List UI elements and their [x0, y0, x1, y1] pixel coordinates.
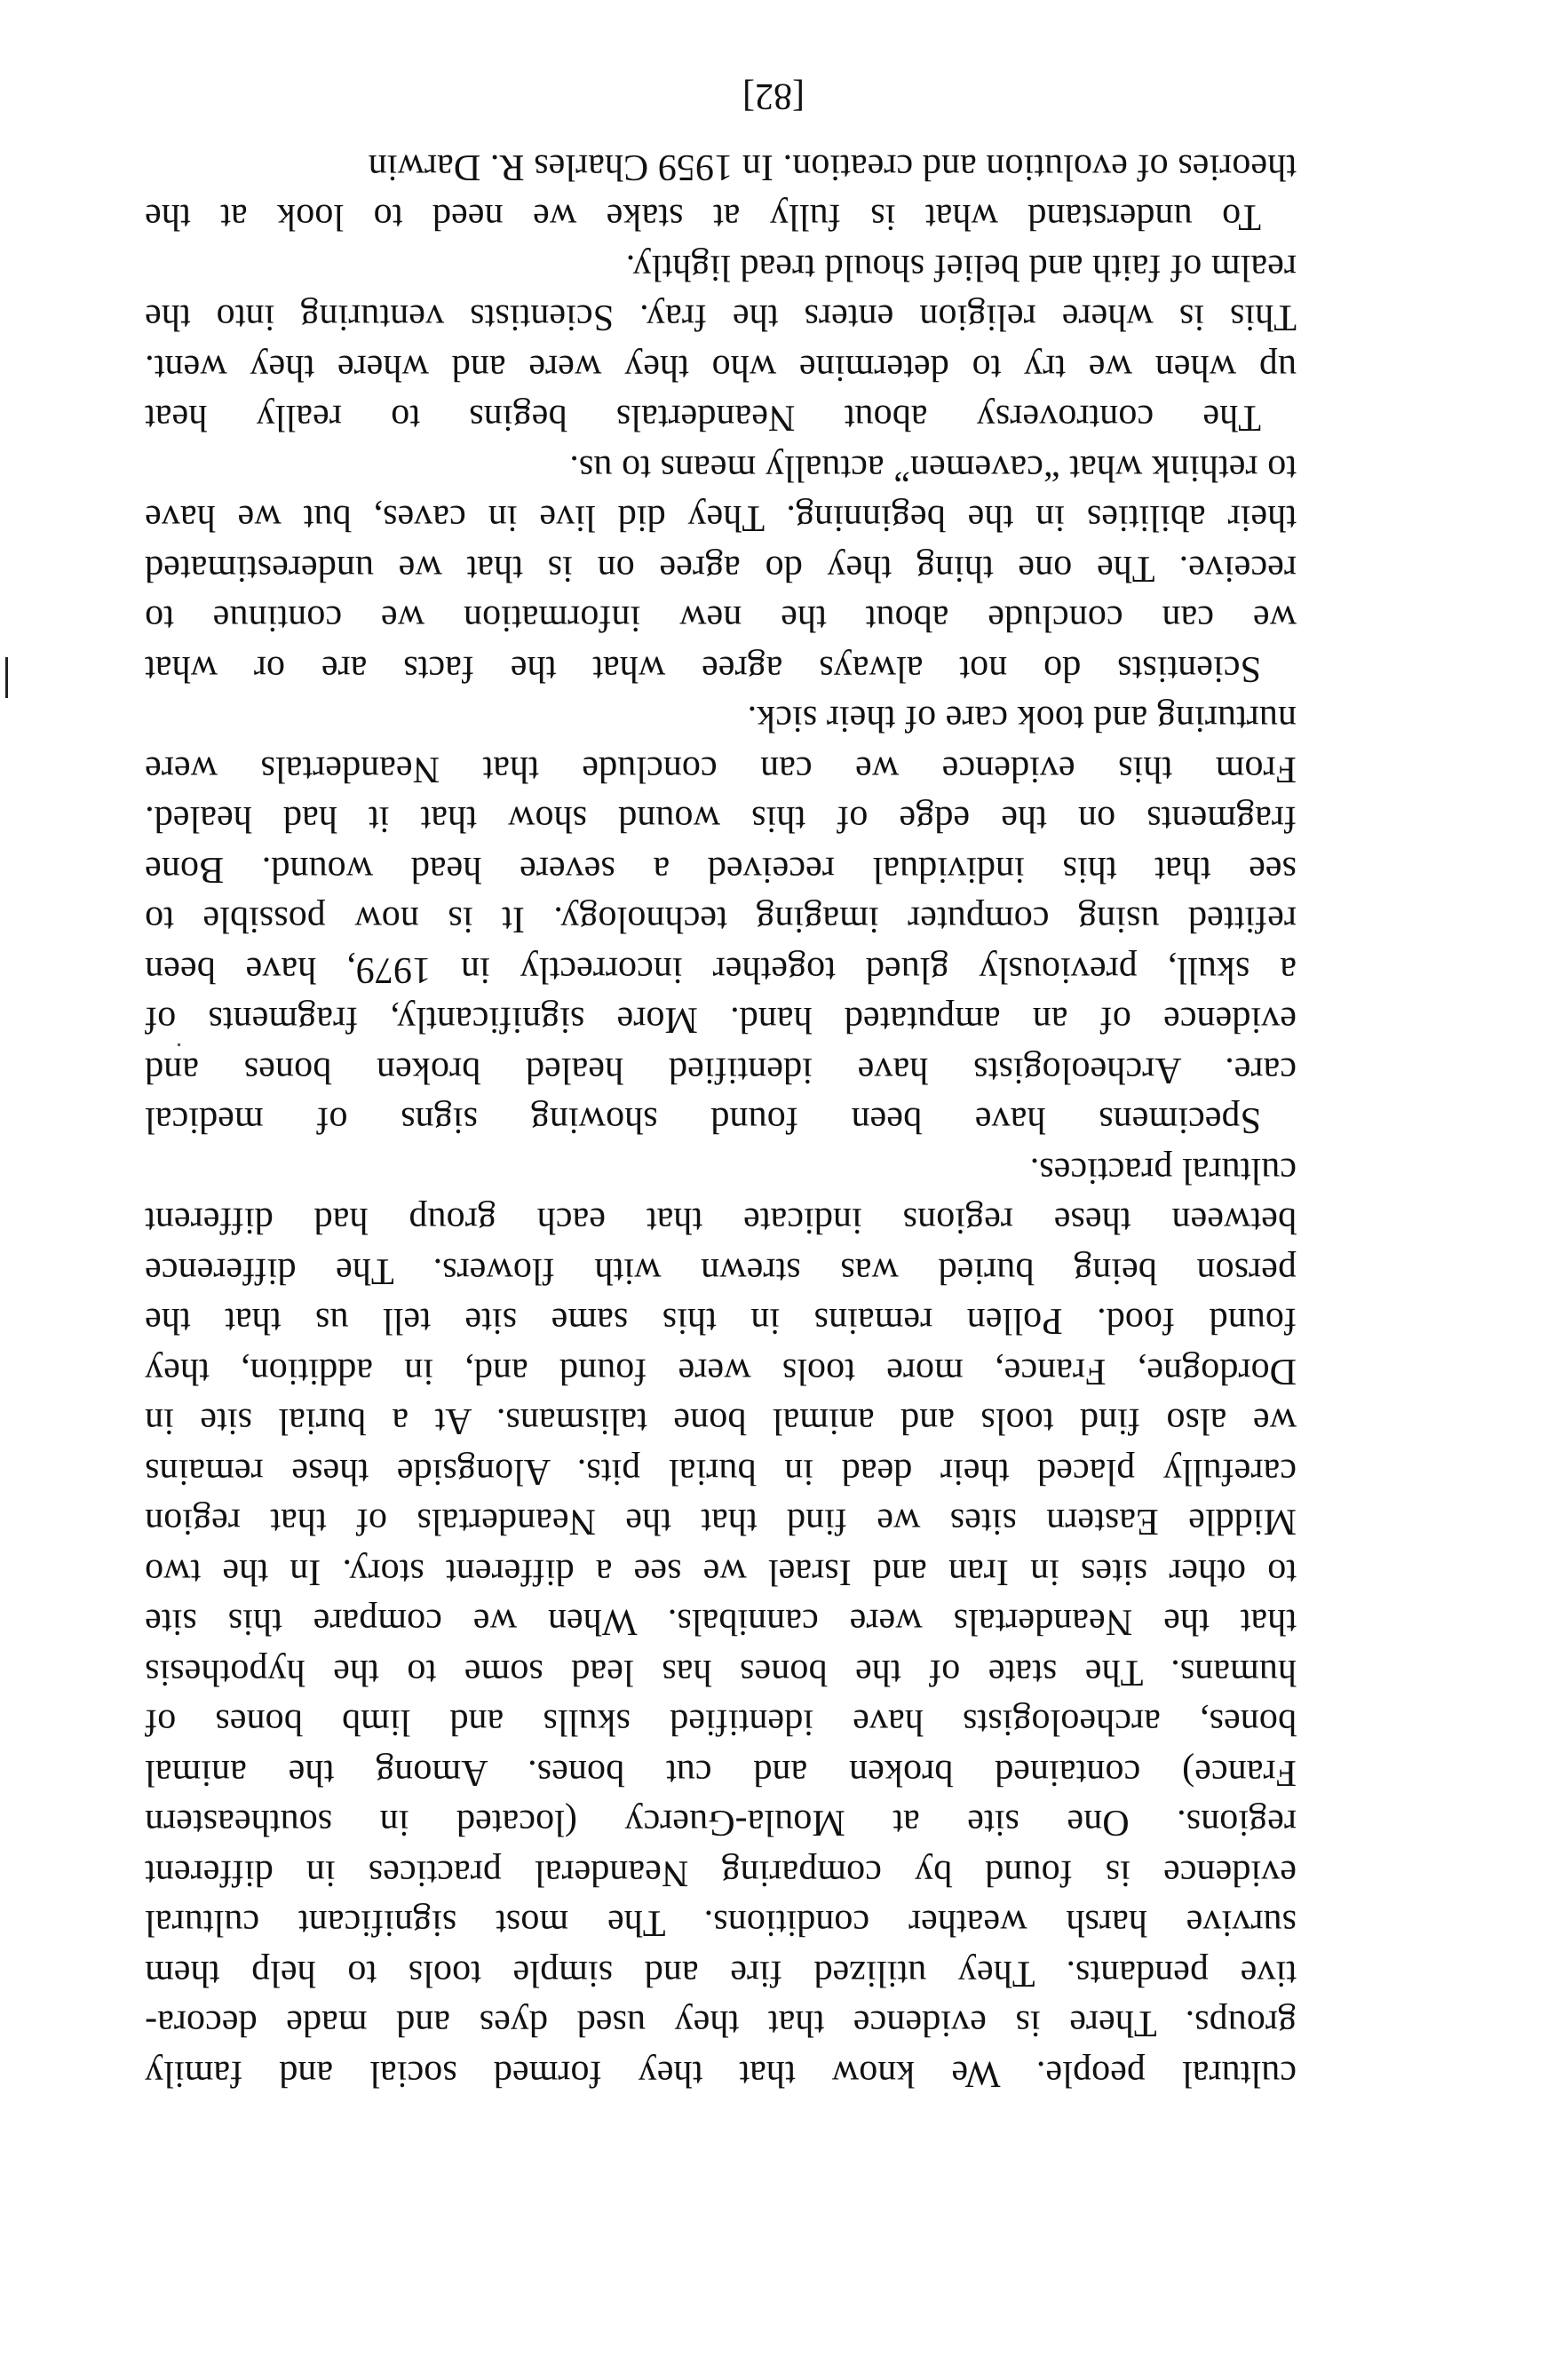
- text-line: realm of faith and belief should tread lightly.: [625, 247, 1297, 288]
- text-line: that the Neandertals were cannibals. When we compare this site: [145, 1601, 1297, 1643]
- text-line: The controversy about Neandertals begins to really heat: [145, 397, 1261, 439]
- text-line: evidence of an amputated hand. More significantly, fragments of: [145, 999, 1297, 1041]
- text-line: groups. There is evidence that they used dyes and made decora-: [145, 2003, 1297, 2044]
- text-line: evidence is found by comparing Neanderal practices in different: [145, 1852, 1297, 1893]
- text-line: Dordogne, France, more tools were found and, in addition, they: [145, 1351, 1297, 1392]
- text-line: we can conclude about the new information we continue to: [145, 598, 1297, 639]
- text-line: nurturing and took care of their sick.: [747, 698, 1297, 740]
- text-line: Middle Eastern sites we find that the Neandertals of that region: [145, 1501, 1297, 1543]
- text-line: cultural people. We know that they formed social and family: [145, 2053, 1297, 2094]
- text-line: tive pendants. They utilized fire and simple tools to help them: [145, 1953, 1297, 1994]
- text-line: To understand what is fully at stake we need to look at the: [145, 196, 1261, 238]
- text-line: regions. One site at Moula-Guercy (located in southeastern: [145, 1802, 1297, 1844]
- text-line: refitted using computer imaging technology. It is now possible to: [145, 899, 1297, 940]
- text-line: see that this individual received a severe head wound. Bone: [145, 849, 1297, 890]
- text-line: survive harsh weather conditions. The most significant cultural: [145, 1902, 1297, 1944]
- body-text: [145, 142, 1297, 2099]
- text-line: This is where religion enters the fray. Scientists venturing into the: [145, 297, 1297, 338]
- text-line: person being buried was strewn with flowers. The difference: [145, 1250, 1297, 1291]
- text-line: care. Archeologists have identified healed broken bones and: [145, 1050, 1297, 1091]
- scan-speck: [178, 1043, 180, 1046]
- text-line: France) contained broken and cut bones. Among the animal: [145, 1752, 1297, 1793]
- scan-edge-mark: [5, 657, 8, 698]
- text-line: found food. Pollen remains in this same site tell us that the: [145, 1300, 1297, 1342]
- text-line: to rethink what “cavemen” actually means to us.: [569, 448, 1297, 488]
- text-line: to other sites in Iran and Israel we see a different story. In the two: [145, 1551, 1297, 1592]
- text-line: theories of evolution and creation. In 1959 Charles R. Darwin: [368, 147, 1297, 187]
- text-line: up when we try to determine who they were and where they went.: [145, 347, 1297, 388]
- text-line: From this evidence we can conclude that Neandertals were: [145, 749, 1297, 789]
- page-number: [82]: [742, 75, 805, 116]
- text-line: a skull, previously glued together incorrectly in 1979, have been: [145, 949, 1297, 990]
- text-line: Scientists do not always agree what the facts are or what: [145, 648, 1261, 689]
- text-line: cultural practices.: [1029, 1150, 1297, 1191]
- text-line: their abilities in the beginning. They did live in caves, but we have: [145, 497, 1297, 539]
- text-line: humans. The state of the bones has lead some to the hypothesis: [145, 1652, 1297, 1693]
- text-line: fragments on the edge of this wound show that it had healed.: [145, 798, 1297, 840]
- text-line: bones, archeologists have identified skulls and limb bones of: [145, 1702, 1297, 1743]
- text-line: receive. The one thing they do agree on is that we underestimated: [145, 548, 1297, 589]
- text-line: between these regions indicate that each group had different: [145, 1200, 1297, 1242]
- text-line: Specimens have been found showing signs of medical: [145, 1099, 1261, 1141]
- text-line: we also find tools and animal bone talismans. At a burial site in: [145, 1400, 1297, 1442]
- text-line: carefully placed their dead in burial pits. Alongside these remains: [145, 1451, 1297, 1492]
